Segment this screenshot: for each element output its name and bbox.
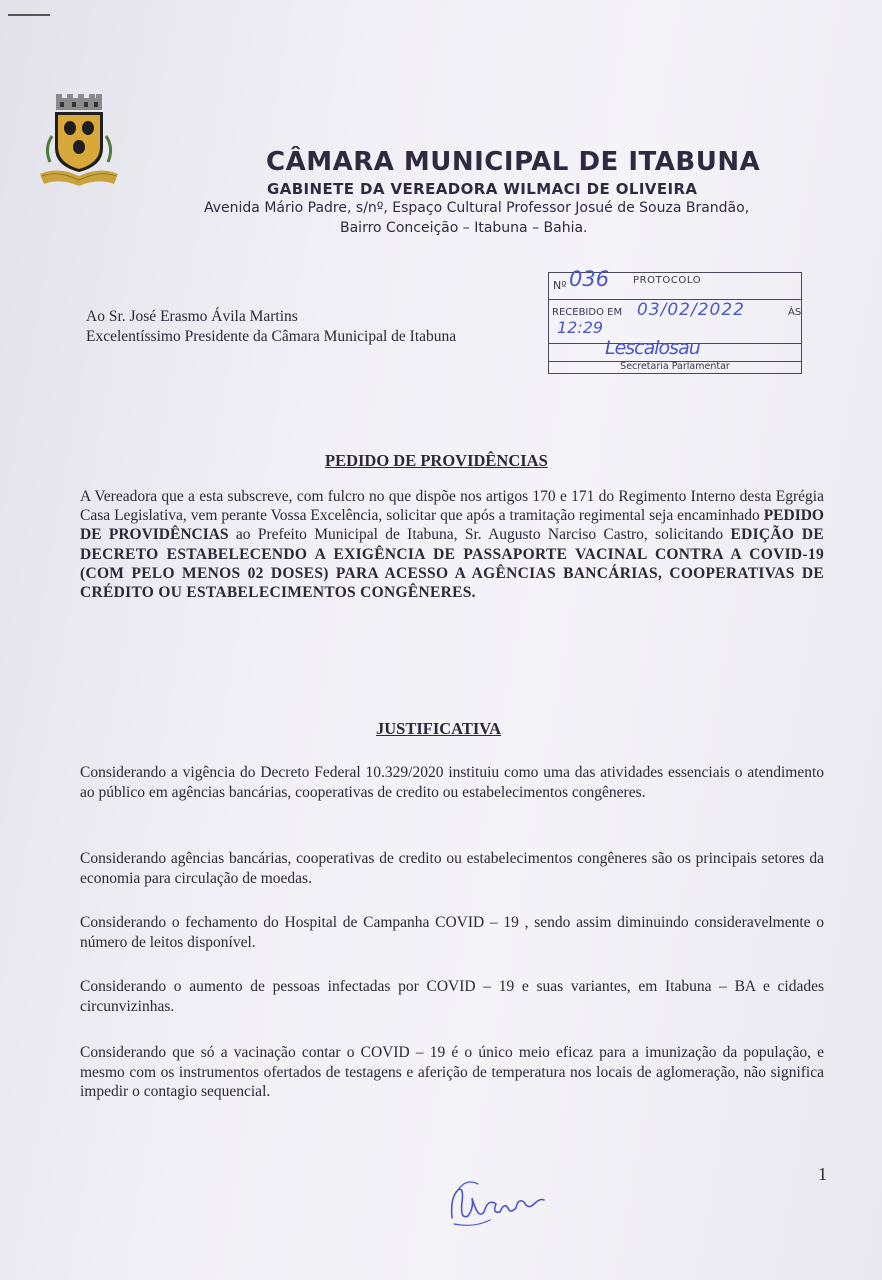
request-text-2: ao Prefeito Municipal de Itabuna, Sr. Augusto Narciso Castro, solicitando <box>228 526 731 544</box>
justification-paragraph: Considerando que só a vacinação contar o COVID – 19 é o único meio eficaz para a imunização da população, e mesmo com os instrumentos ofertados de testagens e aferição de temperatura nos locais de aglomeração, não significa impedir o contagio sequencial. <box>80 1044 824 1100</box>
office-subtitle: GABINETE DA VEREADORA WILMACI DE OLIVEIRA <box>267 180 698 198</box>
councilwoman-signature <box>444 1168 554 1238</box>
page-number: 1 <box>818 1164 827 1184</box>
stamp-received-label: RECEBIDO EM <box>552 307 623 318</box>
scan-mark <box>8 14 50 16</box>
stamp-received-time: 12:29 <box>557 318 604 337</box>
stamp-time-label: ÀS <box>788 307 802 318</box>
municipal-crest-icon <box>38 92 120 192</box>
chamber-title: CÂMARA MUNICIPAL DE ITABUNA <box>266 147 761 177</box>
justification-paragraph: Considerando o aumento de pessoas infectadas por COVID – 19 e suas variantes, em Itabuna – BA e cidades circunvizinhas. <box>80 978 824 1015</box>
justification-paragraph: Considerando agências bancárias, cooperativas de credito ou estabelecimentos congêneres são os principais setores da economia para circulação de moedas. <box>80 850 824 887</box>
request-text-bold-2: EDIÇÃO DE DECRETO ESTABELECENDO A EXIGÊNCIA DE PASSAPORTE VACINAL CONTRA A COVID-19 (COM PELO MENOS 02 DOSES) PARA ACESSO A AGÊNCIAS BANCÁRIAS, COOPERATIVAS DE CRÉDITO OU ESTABELECIMENTOS CONGÊNERES. <box>80 526 824 602</box>
stamp-received-date: 03/02/2022 <box>637 300 745 320</box>
stamp-footer: Secretaria Parlamentar <box>620 361 730 372</box>
stamp-clerk-signature: Lescalosau <box>605 337 700 359</box>
justification-paragraph: Considerando o fechamento do Hospital de Campanha COVID – 19 , sendo assim diminuindo consideravelmente o número de leitos disponível. <box>80 914 824 951</box>
address-line-2: Bairro Conceição – Itabuna – Bahia. <box>340 220 588 236</box>
recipient-name: Ao Sr. José Erasmo Ávila Martins <box>86 308 298 325</box>
request-body <box>80 487 824 602</box>
request-text-bold-1: PEDIDO DE PROVIDÊNCIAS <box>80 507 824 544</box>
request-text-1: A Vereadora que a esta subscreve, com fulcro no que dispõe nos artigos 170 e 171 do Regimento Interno desta Egrégia Casa Legislativa, vem perante Vossa Excelência, solicitar que após a tramitação regimental seja encaminhado <box>80 488 824 525</box>
stamp-title: PROTOCOLO <box>633 275 702 286</box>
address-line-1: Avenida Mário Padre, s/nº, Espaço Cultural Professor Josué de Souza Brandão, <box>204 200 750 216</box>
justification-title: JUSTIFICATIVA <box>376 719 502 738</box>
stamp-protocol-number: 036 <box>569 267 610 291</box>
request-title: PEDIDO DE PROVIDÊNCIAS <box>325 451 548 470</box>
protocol-stamp <box>548 267 802 374</box>
recipient-block <box>86 307 456 347</box>
recipient-title: Excelentíssimo Presidente da Câmara Municipal de Itabuna <box>86 328 457 345</box>
justification-paragraph: Considerando a vigência do Decreto Federal 10.329/2020 instituiu como uma das atividades essenciais o atendimento ao público em agências bancárias, cooperativas de credito ou estabelecimentos congêneres. <box>80 764 824 801</box>
stamp-number-label: Nº <box>553 279 567 292</box>
